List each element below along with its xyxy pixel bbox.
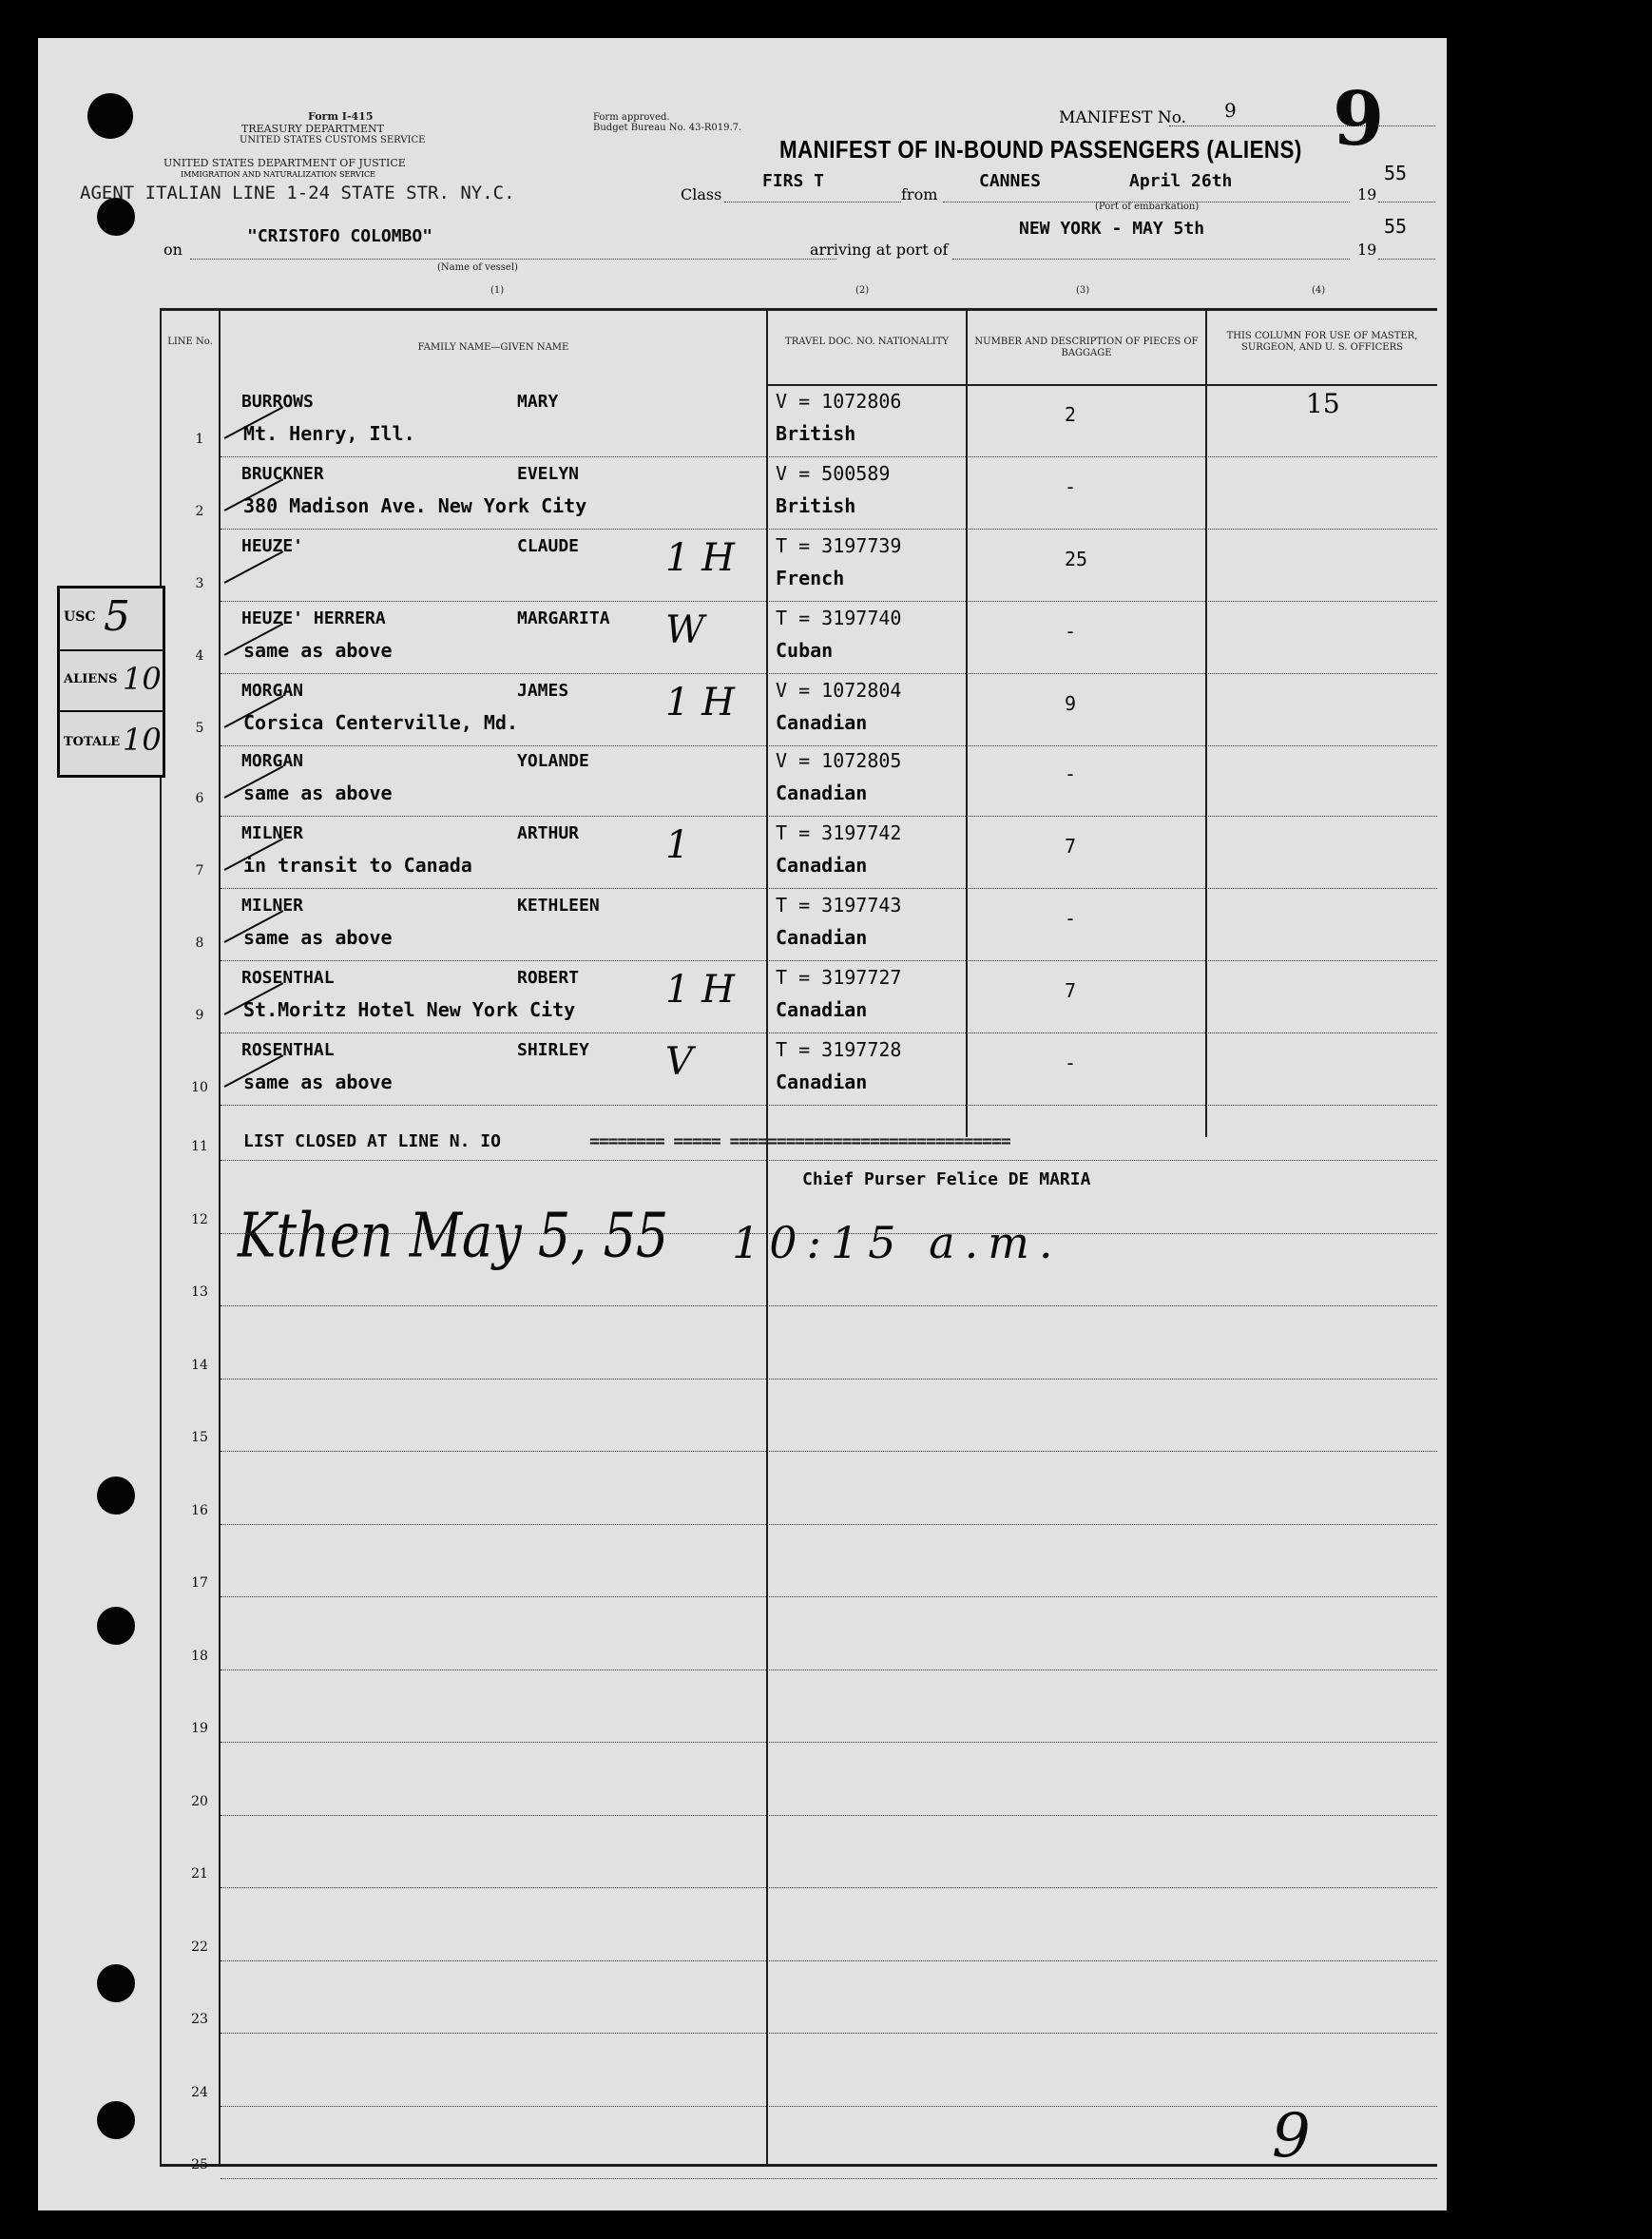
travel-doc: V = 1072805 bbox=[776, 749, 902, 772]
baggage-count: - bbox=[1065, 475, 1077, 498]
line-number: 21 bbox=[191, 1866, 208, 1882]
travel-doc: T = 3197740 bbox=[776, 607, 902, 629]
arrival-port: NEW YORK - MAY 5th bbox=[1019, 219, 1205, 239]
arrival-year: 55 bbox=[1384, 215, 1408, 238]
binder-hole bbox=[97, 2101, 135, 2139]
header-name: FAMILY NAME—GIVEN NAME bbox=[417, 342, 569, 353]
stamp-aliens-label: ALIENS bbox=[64, 672, 118, 686]
binder-hole bbox=[97, 1964, 135, 2002]
handwritten-mark: V bbox=[665, 1040, 693, 1084]
given-name: EVELYN bbox=[517, 464, 580, 484]
family-name: HEUZE' HERRERA bbox=[241, 608, 386, 628]
manifest-number-large: 9 bbox=[1333, 76, 1385, 163]
family-name: MORGAN bbox=[241, 751, 304, 771]
from-port: CANNES bbox=[979, 171, 1042, 191]
travel-doc: T = 3197739 bbox=[776, 534, 902, 557]
table-row bbox=[38, 386, 1447, 458]
arrival-year-prefix: 19 bbox=[1357, 241, 1377, 259]
binder-hole bbox=[87, 93, 133, 139]
form-number: Form I-415 bbox=[308, 110, 374, 123]
arriving-label: arriving at port of bbox=[810, 241, 949, 259]
nationality: Canadian bbox=[776, 1071, 868, 1093]
table-row bbox=[38, 603, 1447, 675]
header-travel: TRAVEL DOC. NO. NATIONALITY bbox=[785, 337, 949, 347]
nationality: Canadian bbox=[776, 782, 868, 804]
line-number: 1 bbox=[195, 432, 204, 447]
family-name: BRUCKNER bbox=[241, 464, 324, 484]
vessel-caption: (Name of vessel) bbox=[437, 262, 518, 273]
travel-doc: V = 1072806 bbox=[776, 390, 902, 413]
handwritten-time: 10:15 a.m. bbox=[732, 1217, 1063, 1268]
chief-purser: Chief Purser Felice DE MARIA bbox=[802, 1169, 1091, 1189]
immigration-label: IMMIGRATION AND NATURALIZATION SERVICE bbox=[181, 170, 375, 179]
binder-hole bbox=[97, 1477, 135, 1515]
form-approved: Form approved. bbox=[593, 112, 670, 123]
baggage-count: - bbox=[1065, 1052, 1077, 1074]
agent-text: AGENT ITALIAN LINE 1-24 STATE STR. NY.C. bbox=[80, 183, 515, 203]
nationality: British bbox=[776, 494, 856, 517]
given-name: KETHLEEN bbox=[517, 896, 600, 916]
handwritten-mark: 1 H bbox=[665, 536, 736, 580]
from-label: from bbox=[901, 185, 938, 203]
stamp-usc-value: 5 bbox=[104, 592, 130, 641]
line-number: 17 bbox=[191, 1575, 208, 1591]
address: St.Moritz Hotel New York City bbox=[243, 998, 576, 1021]
given-name: YOLANDE bbox=[517, 751, 589, 771]
column-number: (4) bbox=[1312, 285, 1326, 296]
line-number: 4 bbox=[195, 648, 204, 664]
line-number: 14 bbox=[191, 1357, 208, 1373]
nationality: Cuban bbox=[776, 639, 834, 662]
baggage-count: 7 bbox=[1065, 835, 1077, 858]
line-number: 8 bbox=[195, 936, 204, 951]
address: Mt. Henry, Ill. bbox=[243, 422, 415, 445]
baggage-count: - bbox=[1065, 620, 1077, 643]
line-number: 9 bbox=[195, 1008, 204, 1023]
customs-label: UNITED STATES CUSTOMS SERVICE bbox=[240, 135, 426, 145]
stamp-totale-value: 10 bbox=[123, 722, 162, 758]
table-row bbox=[38, 818, 1447, 890]
binder-hole bbox=[97, 1607, 135, 1645]
line-number: 10 bbox=[191, 1080, 208, 1095]
count-stamp bbox=[57, 586, 165, 778]
line-number: 24 bbox=[191, 2084, 208, 2100]
port-embarkation-caption: (Port of embarkation) bbox=[1095, 202, 1200, 212]
baggage-count: 25 bbox=[1065, 548, 1088, 570]
address: same as above bbox=[243, 639, 393, 662]
baggage-count: 2 bbox=[1065, 403, 1077, 426]
table-row bbox=[38, 745, 1447, 818]
column-number: (2) bbox=[855, 285, 870, 296]
manifest-label: MANIFEST No. bbox=[1059, 108, 1187, 127]
address: same as above bbox=[243, 1071, 393, 1093]
closing-dashes: ======== ===== ============================== bbox=[589, 1131, 1010, 1151]
family-name: ROSENTHAL bbox=[241, 1040, 335, 1060]
handwritten-mark: W bbox=[665, 608, 705, 652]
justice-label: UNITED STATES DEPARTMENT OF JUSTICE bbox=[163, 157, 406, 169]
table-row bbox=[38, 531, 1447, 603]
table-row bbox=[38, 962, 1447, 1034]
line-number: 20 bbox=[191, 1793, 208, 1809]
line-number: 22 bbox=[191, 1939, 208, 1955]
address: 380 Madison Ave. New York City bbox=[243, 494, 587, 517]
column-number: (3) bbox=[1076, 285, 1090, 296]
given-name: CLAUDE bbox=[517, 536, 580, 556]
given-name: MARGARITA bbox=[517, 608, 610, 628]
stamp-totale-label: TOTALE bbox=[64, 735, 121, 749]
class-value: FIRS T bbox=[762, 171, 825, 191]
line-number: 13 bbox=[191, 1284, 208, 1300]
given-name: MARY bbox=[517, 392, 559, 412]
line-number: 7 bbox=[195, 863, 204, 878]
family-name: HEUZE' bbox=[241, 536, 304, 556]
travel-doc: T = 3197728 bbox=[776, 1038, 902, 1061]
nationality: French bbox=[776, 567, 845, 589]
baggage-count: 7 bbox=[1065, 979, 1077, 1002]
officer-note: 15 bbox=[1306, 388, 1340, 419]
line-number: 3 bbox=[195, 576, 204, 591]
line-number: 18 bbox=[191, 1648, 208, 1664]
line-number: 11 bbox=[191, 1139, 208, 1154]
address: in transit to Canada bbox=[243, 854, 472, 877]
address: same as above bbox=[243, 926, 393, 949]
travel-doc: V = 1072804 bbox=[776, 679, 902, 702]
manifest-title: MANIFEST OF IN-BOUND PASSENGERS (ALIENS) bbox=[779, 135, 1302, 164]
family-name: ROSENTHAL bbox=[241, 968, 335, 988]
family-name: MORGAN bbox=[241, 681, 304, 701]
line-number: 19 bbox=[191, 1721, 208, 1736]
line-number: 5 bbox=[195, 721, 204, 736]
travel-doc: T = 3197742 bbox=[776, 821, 902, 844]
line-number: 25 bbox=[191, 2157, 208, 2172]
given-name: JAMES bbox=[517, 681, 569, 701]
baggage-count: - bbox=[1065, 762, 1077, 785]
binder-hole bbox=[97, 198, 135, 236]
header-baggage: NUMBER AND DESCRIPTION OF PIECES OF BAGGAGE bbox=[974, 337, 1199, 358]
baggage-count: - bbox=[1065, 907, 1077, 930]
given-name: SHIRLEY bbox=[517, 1040, 589, 1060]
line-number: 23 bbox=[191, 2012, 208, 2027]
stamp-usc-label: USC bbox=[64, 609, 96, 625]
list-closed-text: LIST CLOSED AT LINE N. IO bbox=[243, 1131, 501, 1151]
handwritten-mark: 1 bbox=[665, 823, 690, 867]
baggage-count: 9 bbox=[1065, 692, 1077, 715]
treasury-label: TREASURY DEPARTMENT bbox=[241, 123, 384, 135]
manifest-number: 9 bbox=[1224, 99, 1237, 122]
travel-doc: V = 500589 bbox=[776, 462, 891, 485]
from-date: April 26th bbox=[1129, 171, 1233, 191]
nationality: Canadian bbox=[776, 926, 868, 949]
footer-number: 9 bbox=[1272, 2101, 1311, 2171]
family-name: BURROWS bbox=[241, 392, 314, 412]
column-number: (1) bbox=[490, 285, 505, 296]
nationality: British bbox=[776, 422, 856, 445]
year-prefix: 19 bbox=[1357, 185, 1377, 203]
handwritten-mark: 1 H bbox=[665, 968, 736, 1012]
on-label: on bbox=[163, 241, 182, 259]
vessel-name: "CRISTOFO COLOMBO" bbox=[247, 226, 433, 246]
address: Corsica Centerville, Md. bbox=[243, 711, 518, 734]
line-number: 6 bbox=[195, 791, 204, 806]
table-row bbox=[38, 675, 1447, 747]
family-name: MILNER bbox=[241, 896, 304, 916]
line-number: 16 bbox=[191, 1502, 208, 1518]
year-value: 55 bbox=[1384, 162, 1408, 184]
travel-doc: T = 3197727 bbox=[776, 966, 902, 989]
given-name: ARTHUR bbox=[517, 823, 580, 843]
address: same as above bbox=[243, 782, 393, 804]
line-number: 12 bbox=[191, 1211, 208, 1227]
nationality: Canadian bbox=[776, 711, 868, 734]
handwritten-mark: 1 H bbox=[665, 681, 736, 724]
table-row bbox=[38, 458, 1447, 531]
table-row bbox=[38, 890, 1447, 962]
table-row bbox=[38, 1034, 1447, 1107]
handwritten-signature-date: Kthen May 5, 55 bbox=[238, 1199, 669, 1272]
travel-doc: T = 3197743 bbox=[776, 894, 902, 917]
given-name: ROBERT bbox=[517, 968, 580, 988]
line-number: 2 bbox=[195, 504, 204, 519]
budget-bureau: Budget Bureau No. 43-R019.7. bbox=[593, 123, 742, 133]
header-officers: THIS COLUMN FOR USE OF MASTER, SURGEON, AND U. S. OFFICERS bbox=[1226, 331, 1418, 353]
class-label: Class bbox=[681, 185, 722, 203]
family-name: MILNER bbox=[241, 823, 304, 843]
nationality: Canadian bbox=[776, 998, 868, 1021]
manifest-sheet bbox=[38, 38, 1447, 2210]
line-number: 15 bbox=[191, 1430, 208, 1445]
nationality: Canadian bbox=[776, 854, 868, 877]
header-line-no: LINE No. bbox=[167, 337, 213, 347]
stamp-aliens-value: 10 bbox=[123, 661, 162, 697]
